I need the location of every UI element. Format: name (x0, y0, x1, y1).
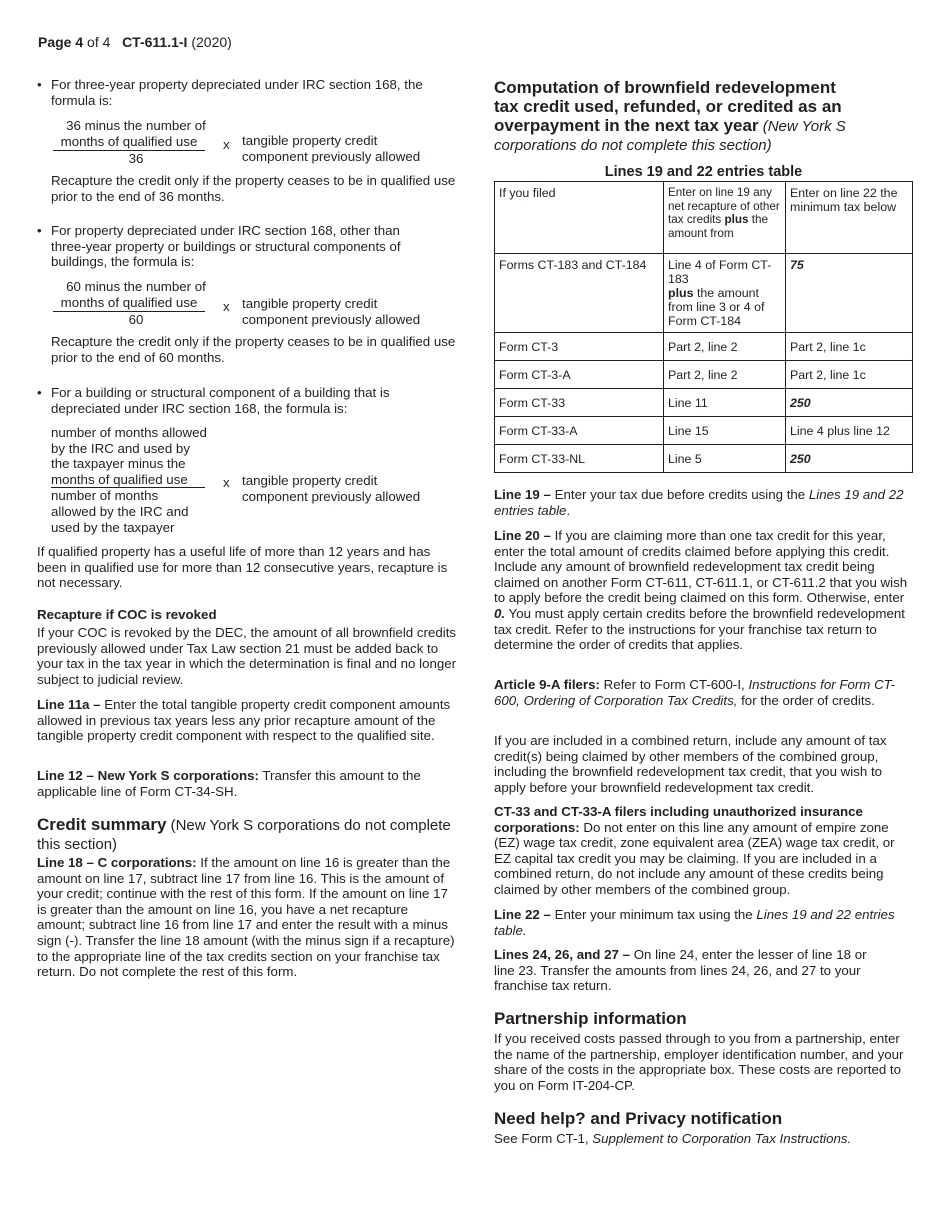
cell-line19-a: Line 4 of Form CT-183 (668, 258, 772, 286)
fraction-numerator: 60 minus the number of (66, 279, 206, 294)
line-20 (494, 528, 914, 653)
bullet-dot: • (37, 77, 42, 92)
fraction-building (51, 425, 221, 535)
computation-title: Computation of brownfield redevelopment tax credit used, refunded, or credited as an overpayment in the next tax year (494, 78, 842, 135)
header-line22: Enter on line 22 the minimum tax below (786, 182, 913, 254)
article-9a-end: for the order of credits. (737, 692, 875, 708)
line-22-ital: Lines 19 and 22 entries table. (494, 907, 895, 938)
line-19-ital: Lines 19 and 22 entries table (494, 487, 904, 518)
article-9a-text: Refer to Form CT-600-I, (599, 677, 749, 692)
tangible-line-1: tangible property credit (242, 133, 378, 148)
cell-line19: Part 2, line 2 (664, 333, 786, 361)
help-text-ital: Supplement to Corporation Tax Instructions. (592, 1131, 852, 1146)
line-12 (37, 768, 453, 799)
bullet-three-year (37, 77, 457, 108)
line-20-zero: 0. (494, 605, 506, 621)
article-9a-label: Article 9-A filers: (494, 677, 600, 692)
fraction-denominator: 36 (128, 151, 144, 167)
cell-line22: 250 (786, 389, 913, 417)
fraction-numerator: the taxpayer minus the (51, 456, 186, 472)
tangible-credit-label (242, 296, 420, 327)
cell-line22: Part 2, line 1c (786, 361, 913, 389)
tangible-line-2: component previously allowed (242, 311, 421, 327)
help-heading: Need help? and Privacy notification (494, 1109, 783, 1128)
fraction-numerator: months of qualified use (53, 134, 205, 152)
help-text (494, 1131, 914, 1147)
cell-line19 (664, 254, 786, 333)
cell-line22: 75 (786, 254, 913, 333)
fraction-denominator: used by the taxpayer (51, 519, 175, 535)
entries-table (494, 181, 913, 473)
cell-filed: Form CT-33 (495, 389, 664, 417)
fraction-denominator: 60 (128, 312, 144, 328)
cell-line19: Line 11 (664, 389, 786, 417)
fraction-numerator: months of qualified use (51, 472, 205, 489)
line-20-text-2: You must apply certain credits before the brownfield redevelopment tax credit. Refer to the instructions for your franchise tax return to determine the order of credits that applies. (494, 605, 905, 653)
tangible-credit-label (242, 473, 420, 504)
ct33-text (494, 804, 914, 898)
fraction-denominator: number of months (51, 488, 159, 504)
times-sign: x (223, 137, 230, 152)
table-title: Lines 19 and 22 entries table (604, 164, 803, 180)
page-label: Page 4 (38, 34, 84, 50)
recapture-36: Recapture the credit only if the property ceases to be in qualified use prior to the end of 36 months. (51, 173, 456, 204)
table-header-row (495, 182, 913, 254)
cell-filed: Form CT-3-A (495, 361, 664, 389)
table-title-row (494, 165, 913, 181)
computation-heading (494, 78, 864, 155)
cell-filed: Form CT-33-NL (495, 445, 664, 473)
table-row (495, 389, 913, 417)
cell-line19: Line 15 (664, 417, 786, 445)
cell-line19-c: the amount from line 3 or 4 of Form CT-184 (668, 286, 765, 328)
tangible-credit-label (242, 133, 420, 164)
header-line19-plus: plus (724, 213, 749, 226)
line-24-label: Lines 24, 26, and 27 – (494, 947, 630, 962)
line-19-label: Line 19 – (494, 487, 551, 502)
fraction-numerator: by the IRC and used by (51, 440, 190, 456)
header-filed: If you filed (495, 182, 664, 254)
fraction-60 (51, 279, 221, 328)
lines-24-26-27 (494, 947, 884, 994)
table-row (495, 445, 913, 473)
form-number: CT-611.1-I (122, 34, 188, 50)
line-11a-label: Line 11a – (37, 697, 101, 712)
table-row (495, 254, 913, 333)
article-9a (494, 677, 904, 708)
line-11a (37, 697, 453, 744)
fraction-numerator: 36 minus the number of (66, 118, 206, 133)
line-12-label: Line 12 – New York S corporations: (37, 768, 259, 783)
recapture-60: Recapture the credit only if the property ceases to be in qualified use prior to the end of 60 months. (51, 334, 456, 365)
line-12-text: Transfer this amount to the applicable line of Form CT-34-SH. (37, 768, 421, 799)
credit-summary-sub: (New York S corporations do not complete this section) (37, 817, 451, 853)
header-line19-b: the amount from (668, 213, 769, 240)
cell-filed: Forms CT-183 and CT-184 (495, 254, 664, 333)
partnership-heading: Partnership information (494, 1009, 687, 1028)
line-11a-text: Enter the total tangible property credit component amounts allowed in previous tax years less any prior recapture amount of the tangible property credit component with respect to the qualified site. (37, 697, 451, 744)
line-22-text: Enter your minimum tax using the (550, 907, 757, 922)
partnership-text: If you received costs passed through to you from a partnership, enter the name of the partnership, employer identification number, and your share of the costs in the appropriate box. These costs are reported to you on Form IT-204-CP. (494, 1031, 904, 1093)
credit-summary-title: Credit summary (37, 815, 167, 834)
fraction-numerator: months of qualified use (53, 295, 205, 313)
line-18-label: Line 18 – C corporations: (37, 855, 197, 870)
line-19-end: . (566, 502, 571, 518)
line-19-text: Enter your tax due before credits using the (550, 487, 809, 502)
combined-return-text: If you are included in a combined return, include any amount of tax credit(s) being claimed by other members of the combined group, including the brownfield redevelopment tax credit, that you wish to apply before your brownfield redevelopment tax credit. (494, 733, 887, 795)
ct33-label: CT-33 and CT-33-A filers including unauthorized insurance corporations: (494, 804, 863, 835)
cell-line19: Line 5 (664, 445, 786, 473)
tangible-line-2: component previously allowed (242, 488, 421, 504)
line-24-text: On line 24, enter the lesser of line 18 or line 23. Transfer the amounts from lines 24, 26, and 27 to your franchise tax return. (494, 947, 867, 994)
tangible-line-1: tangible property credit (242, 296, 378, 311)
bullet-other-property (37, 223, 457, 270)
table-row (495, 333, 913, 361)
bullet-building (37, 385, 457, 416)
header-line19-a: Enter on line 19 any net recapture of other tax credits (668, 186, 780, 226)
bullet-text: For a building or structural component of a building that is depreciated under IRC section 168, the formula is: (51, 385, 390, 416)
cell-filed: Form CT-3 (495, 333, 664, 361)
line-19 (494, 487, 914, 518)
fraction-denominator: allowed by the IRC and (51, 503, 189, 519)
form-year: (2020) (191, 34, 232, 50)
bullet-text: For three-year property depreciated under IRC section 168, the formula is: (51, 77, 423, 108)
bullet-dot: • (37, 385, 42, 400)
cell-filed: Form CT-33-A (495, 417, 664, 445)
tangible-line-1: tangible property credit (242, 473, 378, 488)
cell-line22: Line 4 plus line 12 (786, 417, 913, 445)
credit-summary-heading (37, 815, 457, 854)
article-9a-ital: Instructions for Form CT-600, Ordering of Corporation Tax Credits, (494, 677, 895, 708)
page-header (38, 34, 232, 50)
line-22 (494, 907, 914, 938)
bullet-text: For property depreciated under IRC section 168, other than three-year property or buildings or structural components of buildings, the formula is: (51, 223, 401, 270)
line-20-text: If you are claiming more than one tax credit for this year, enter the total amount of credits claimed before applying this credit. Include any amount of brownfield redevelopment tax credit being claimed on another Form CT-611, CT-611.1, or CT-611.2 that you wish to apply before the credit being claimed on this form. Otherwise, enter (494, 528, 908, 606)
line-18 (37, 855, 457, 980)
cell-line19-plus: plus (668, 286, 694, 300)
coc-heading: Recapture if COC is revoked (37, 607, 217, 622)
table-row (495, 417, 913, 445)
times-sign: x (223, 299, 230, 314)
header-line19 (664, 182, 786, 254)
times-sign: x (223, 475, 230, 490)
cell-line22: 250 (786, 445, 913, 473)
cell-line19: Part 2, line 2 (664, 361, 786, 389)
coc-text: If your COC is revoked by the DEC, the amount of all brownfield credits previously allowed under Tax Law section 21 must be added back to your tax in the tax year in which the determination is final and no longer subject to judicial review. (37, 625, 457, 687)
line-22-label: Line 22 – (494, 907, 551, 922)
line-18-text: If the amount on line 16 is greater than the amount on line 17, subtract line 17 from line 16. This is the amount of your credit; continue with the rest of this form. If the amount on line 17 is greater than the amount on line 16, you have a net recapture amount; subtract line 16 from line 17 and enter the result with a minus sign (-). Transfer the line 18 amount (with the minus sign if a recapture) to the appropriate line of the tax credits section on your franchise tax return. Do not complete the rest of this form. (37, 855, 455, 980)
cell-line22: Part 2, line 1c (786, 333, 913, 361)
table-row (495, 361, 913, 389)
computation-sub: (New York S corporations do not complete this section) (494, 118, 846, 154)
page-of: of 4 (87, 34, 111, 50)
bullet-dot: • (37, 223, 42, 238)
ct33-body: Do not enter on this line any amount of empire zone (EZ) wage tax credit, zone equivalent area (ZEA) wage tax credit, or EZ capital tax credit you may be claiming. If you are included in a combined return, do not include any amount of these credits being claimed by other members of the combined group. (494, 819, 895, 897)
help-text-plain: See Form CT-1, (494, 1131, 593, 1146)
fraction-numerator: number of months allowed (51, 425, 207, 440)
useful-life-text: If qualified property has a useful life of more than 12 years and has been in qualified use for more than 12 consecutive years, recapture is not necessary. (37, 544, 448, 591)
fraction-36 (51, 118, 221, 167)
line-20-label: Line 20 – (494, 528, 551, 543)
tangible-line-2: component previously allowed (242, 148, 421, 164)
